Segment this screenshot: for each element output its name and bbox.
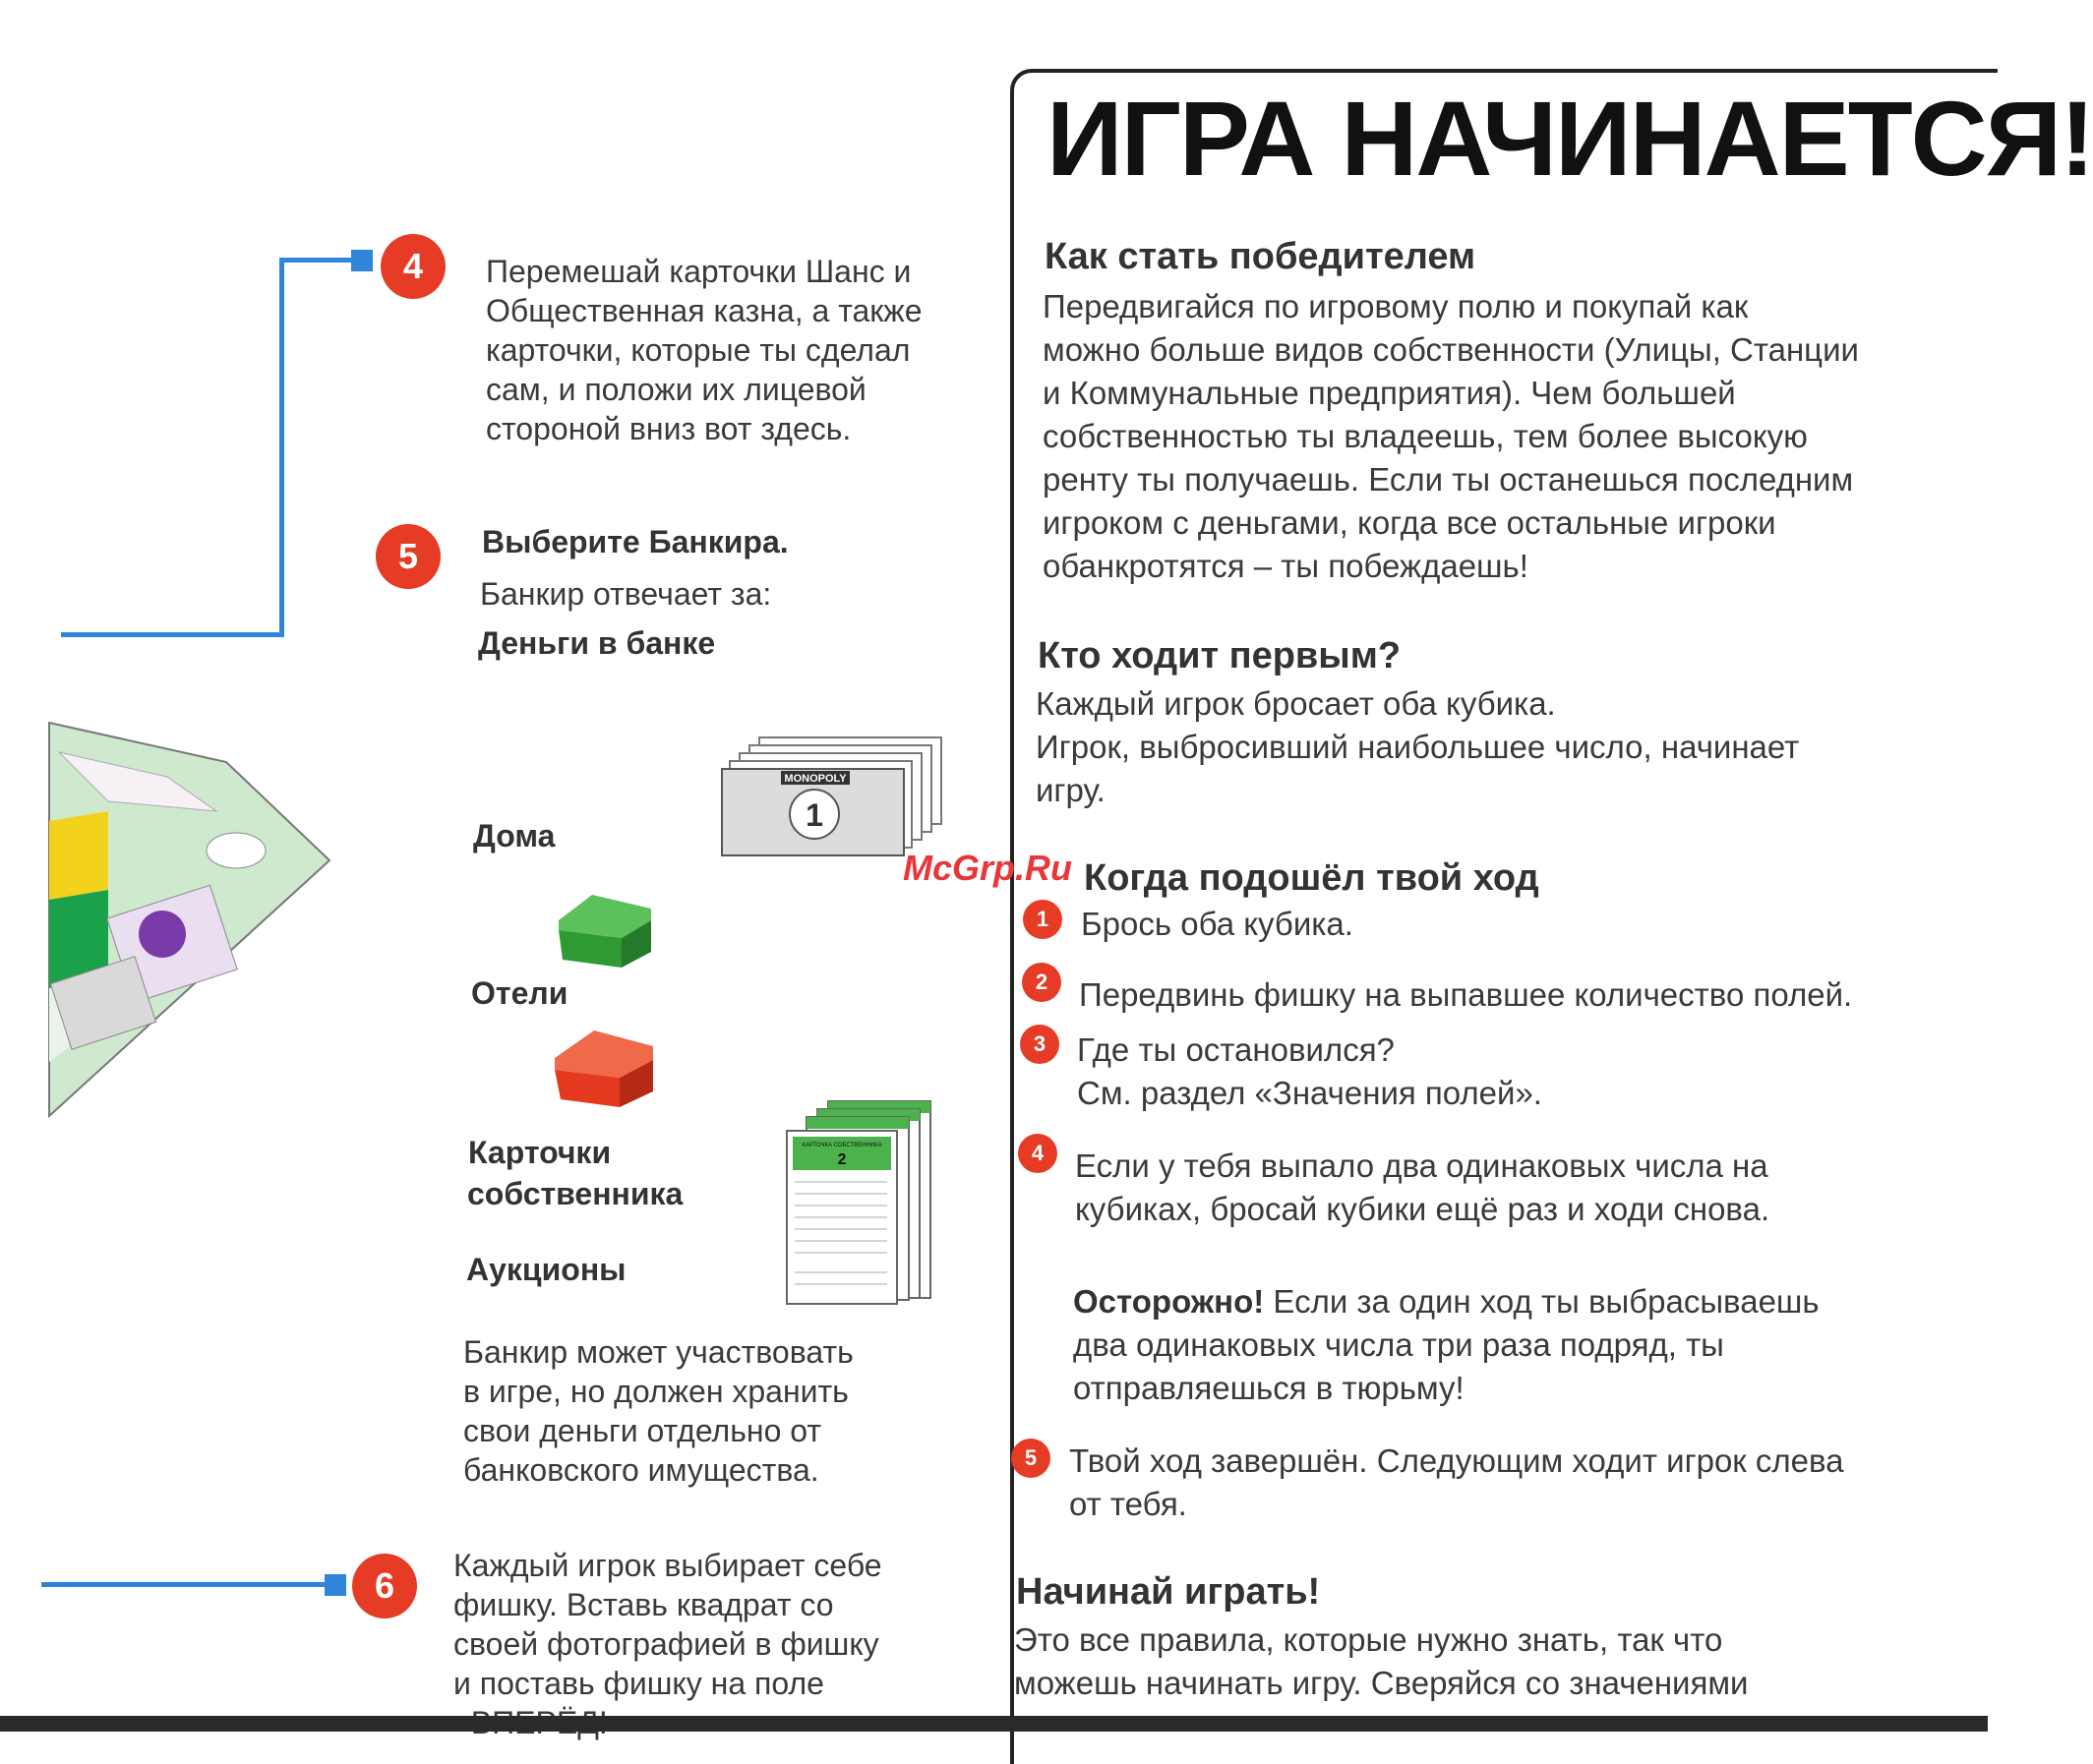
win-heading: Как стать победителем — [1045, 236, 1476, 277]
win-line: ренту ты получаешь. Если ты останешься последним — [1043, 461, 1854, 498]
banker-note-line: Банкир может участвовать — [463, 1334, 854, 1370]
first-turn-line: Игрок, выбросивший наибольшее число, начинает — [1036, 729, 1800, 765]
caution-text — [1073, 1280, 1820, 1410]
step-4-line: сам, и положи их лицевой — [486, 372, 867, 407]
turn-step-line: См. раздел «Значения полей». — [1077, 1075, 1542, 1111]
property-cards-label-2: собственника — [467, 1176, 684, 1211]
banker-note-line: в игре, но должен хранить — [463, 1374, 849, 1409]
property-card-stack-image — [785, 1099, 934, 1308]
bank-money-label: Деньги в банке — [478, 625, 716, 661]
property-card-value: 2 — [837, 1151, 847, 1168]
turn-step-line: Если у тебя выпало два одинаковых числа на — [1075, 1147, 1768, 1184]
start-playing-line: Это все правила, которые нужно знать, так что — [1014, 1621, 1723, 1658]
turn-step-1-text — [1081, 903, 1353, 946]
start-playing-heading: Начинай играть! — [1016, 1571, 1321, 1613]
first-turn-line: Каждый игрок бросает оба кубика. — [1036, 685, 1556, 722]
step-4-line: Перемешай карточки Шанс и — [486, 254, 912, 289]
step-6-badge: 6 — [352, 1554, 417, 1618]
caution-first-line: Если за один ход ты выбрасываешь — [1264, 1283, 1820, 1320]
connector-line-4-vertical — [279, 258, 284, 637]
page-title: ИГРА НАЧИНАЕТСЯ! — [1046, 79, 2093, 198]
caution-line: отправляешься в тюрьму! — [1073, 1370, 1465, 1406]
your-turn-heading: Когда подошёл твой ход — [1084, 857, 1539, 899]
connector-end-6 — [325, 1574, 346, 1596]
game-board-image — [49, 723, 334, 1116]
turn-step-line: от тебя. — [1069, 1486, 1187, 1522]
first-turn-heading: Кто ходит первым? — [1038, 635, 1402, 676]
step-4-line: стороной вниз вот здесь. — [486, 411, 852, 446]
turn-step-4-badge: 4 — [1018, 1134, 1057, 1173]
step-6-line: Каждый игрок выбирает себе — [453, 1548, 882, 1583]
caution-line: два одинаковых числа три раза подряд, ты — [1073, 1326, 1724, 1363]
auctions-label: Аукционы — [466, 1252, 627, 1287]
caution-label: Осторожно! — [1073, 1283, 1265, 1320]
win-line: собственностью ты владеешь, тем более высокую — [1043, 418, 1808, 454]
step-4-line: карточки, которые ты сделал — [486, 332, 911, 368]
win-line: и Коммунальные предприятия). Чем большей — [1043, 375, 1736, 411]
turn-step-3-badge: 3 — [1020, 1025, 1059, 1064]
property-card-title: КАРТОЧКА СОБСТВЕННИКА — [802, 1143, 882, 1148]
turn-step-line: кубиках, бросай кубики ещё раз и ходи снова. — [1075, 1191, 1770, 1227]
step-6-line: фишку. Вставь квадрат со — [453, 1587, 834, 1622]
step-4-badge: 4 — [381, 234, 446, 299]
start-playing-text — [1014, 1618, 1748, 1705]
first-turn-line: игру. — [1036, 772, 1106, 808]
banker-note-line: банковского имущества. — [463, 1452, 819, 1488]
turn-step-5-text — [1069, 1440, 1844, 1526]
property-cards-label-1: Карточки — [468, 1135, 612, 1170]
banker-subtitle: Банкир отвечает за: — [480, 576, 772, 612]
turn-step-2-text — [1079, 973, 1852, 1017]
banker-note — [463, 1332, 854, 1490]
banker-note-line: свои деньги отдельно от — [463, 1413, 821, 1448]
hotels-label: Отели — [471, 975, 568, 1011]
turn-step-1-badge: 1 — [1023, 900, 1062, 939]
house-icon — [553, 891, 655, 971]
turn-step-line: Брось оба кубика. — [1081, 906, 1353, 942]
banknote-value: 1 — [806, 797, 823, 833]
banknote-brand: MONOPOLY — [784, 773, 847, 785]
win-line: Передвигайся по игровому полю и покупай как — [1043, 288, 1749, 324]
first-turn-text — [1036, 682, 1799, 812]
connector-end-4 — [351, 250, 373, 271]
turn-step-3-text — [1077, 1029, 1542, 1115]
win-line: обанкротятся – ты побеждаешь! — [1043, 548, 1528, 584]
win-text — [1043, 285, 1859, 588]
turn-step-line: Твой ход завершён. Следующим ходит игрок слева — [1069, 1442, 1844, 1479]
scan-bottom-edge — [0, 1716, 1988, 1732]
step-6-line: и поставь фишку на поле — [453, 1666, 824, 1701]
step-6-text — [453, 1546, 882, 1742]
win-line: игроком с деньгами, когда все остальные игроки — [1043, 504, 1776, 541]
turn-step-5-badge: 5 — [1011, 1439, 1050, 1478]
turn-step-4-text — [1075, 1145, 1769, 1231]
houses-label: Дома — [473, 818, 556, 853]
banknote-stack-image — [720, 735, 944, 858]
win-line: можно больше видов собственности (Улицы, Станции — [1043, 331, 1859, 368]
connector-line-4-bottom — [61, 632, 284, 637]
turn-step-2-badge: 2 — [1022, 963, 1061, 1002]
step-6-line: своей фотографией в фишку — [453, 1626, 879, 1662]
turn-step-line: Передвинь фишку на выпавшее количество полей. — [1079, 976, 1853, 1013]
step-4-text — [486, 252, 922, 448]
connector-line-6 — [41, 1582, 336, 1587]
hotel-icon — [551, 1027, 657, 1111]
connector-line-4-top — [279, 258, 358, 263]
step-4-line: Общественная казна, а также — [486, 293, 923, 328]
watermark: McGrp.Ru — [903, 848, 1073, 888]
turn-step-line: Где ты остановился? — [1077, 1031, 1395, 1068]
step-5-badge: 5 — [376, 524, 441, 589]
start-playing-line: можешь начинать игру. Сверяйся со значениями — [1014, 1665, 1749, 1701]
banker-title: Выберите Банкира. — [482, 524, 789, 559]
